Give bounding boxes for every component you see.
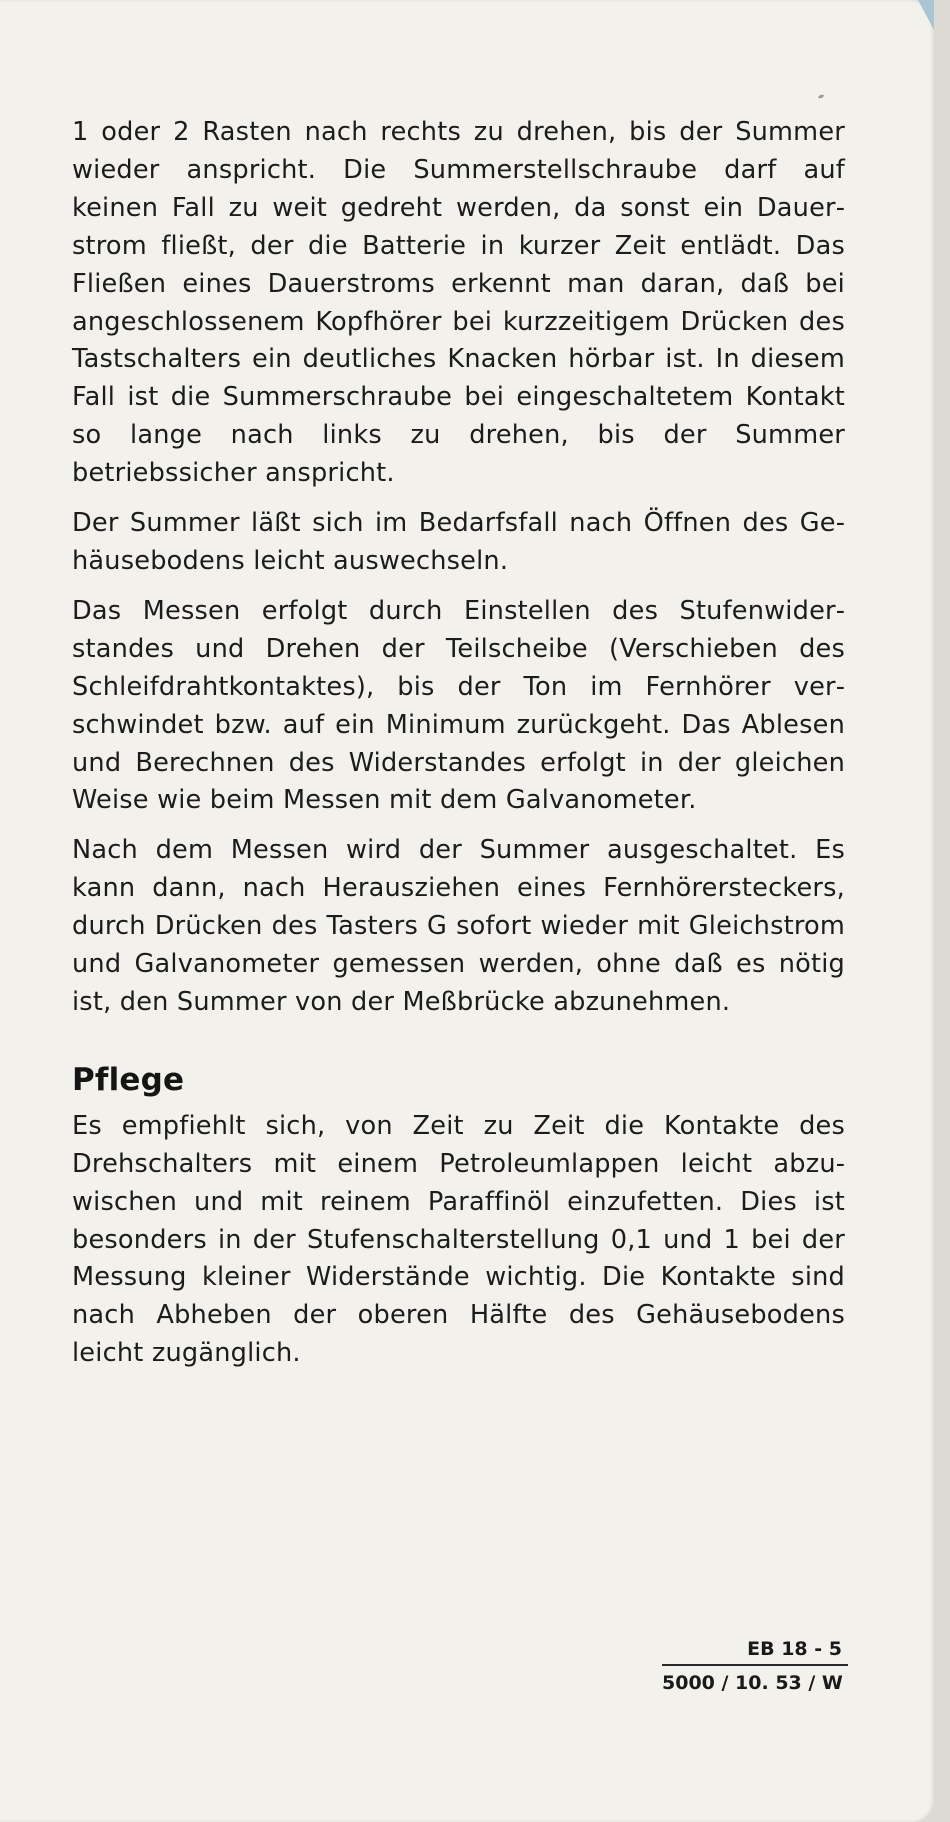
document-code: EB 18 - 5: [662, 1636, 848, 1666]
paragraph-pflege: Es empfiehlt sich, von Zeit zu Zeit die Kontakte des Drehschalters mit einem Petroleumlappen leicht abzuwischen und mit reinem Paraffinöl einzufetten. Dies ist besonders in der Stufenschalterstellung 0,1 und 1 bei der Messung kleiner Widerstände wichtig. Die Kontakte sind nach Abheben der oberen Hälfte des Gehäusebodens leicht zugänglich.: [72, 1110, 845, 1369]
paper-speck: [818, 94, 825, 99]
print-footer: [662, 1636, 848, 1696]
paragraph-summer-replacement: Der Summer läßt sich im Bedarfsfall nach Öffnen des Gehäusebodens leicht auswechseln.: [72, 508, 845, 576]
paragraph-after-measuring: Nach dem Messen wird der Summer ausgeschaltet. Es kann dann, nach Herausziehen eines Fernhörersteckers, durch Drücken des Tasters G sofort wieder mit Gleichstrom und Galvanometer gemessen werden, ohne daß es nötig ist, den Summer von der Meßbrücke abzunehmen.: [72, 835, 845, 1017]
paragraph-measuring: Das Messen erfolgt durch Einstellen des Stufenwiderstandes und Drehen der Teilscheibe (Verschieben des Schleifdrahtkontaktes), bis der Ton im Fernhörer verschwindet bzw. auf ein Minimum zurückgeht. Das Ablesen und Berechnen des Widerstandes erfolgt in der gleichen Weise wie beim Messen mit dem Galvanometer.: [72, 595, 845, 816]
page-corner: [918, 0, 934, 30]
body-text: [72, 114, 845, 1385]
edition-info: 5000 / 10. 53 / W: [662, 1672, 843, 1694]
section-heading-pflege: Pflege: [72, 1061, 185, 1098]
paragraph-summer-adjustment: 1 oder 2 Rasten nach rechts zu drehen, bis der Summer wieder anspricht. Die Summerstellschraube darf auf keinen Fall zu weit gedreht werden, da sonst ein Dauerstrom fließt, der die Batterie in kurzer Zeit entlädt. Das Fließen eines Dauerstroms erkennt man daran, daß bei angeschlossenem Kopfhörer bei kurzzeitigem Drücken des Tastschalters ein deutliches Knacken hörbar ist. In diesem Fall ist die Summerschraube bei eingeschaltetem Kontakt so lange nach links zu drehen, bis der Summer betriebssicher anspricht.: [72, 117, 845, 489]
